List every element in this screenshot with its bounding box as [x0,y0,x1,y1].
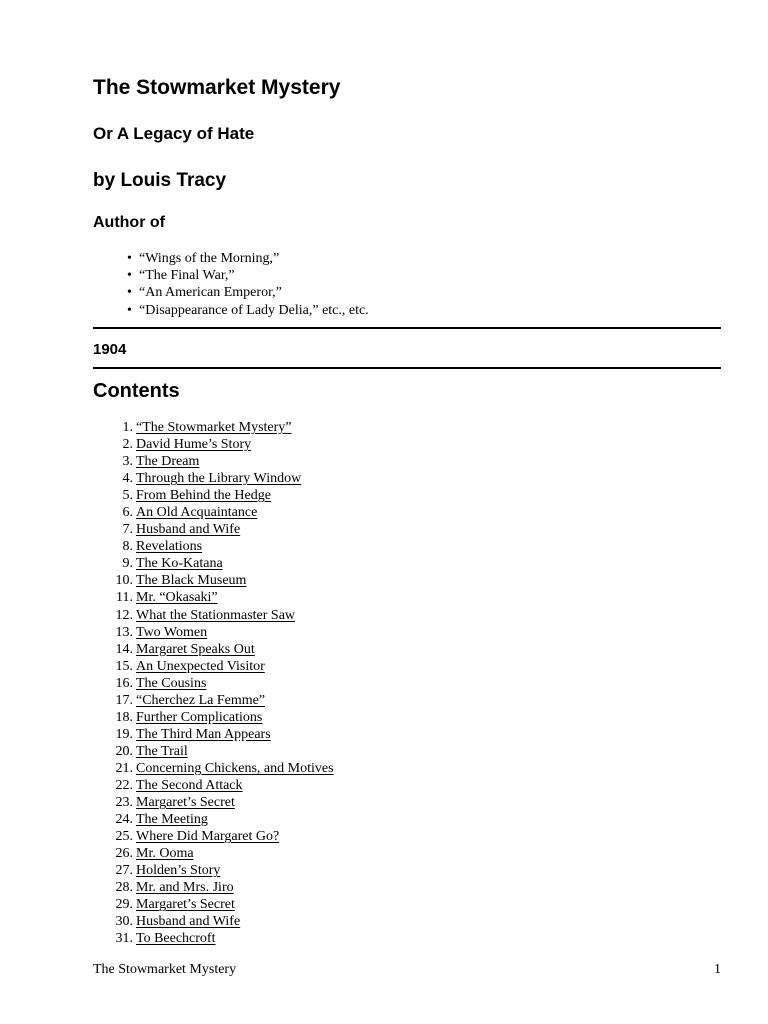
toc-item [93,470,334,487]
toc-number: 16. [115,675,133,691]
toc-number: 5. [122,488,133,504]
toc-item [93,658,334,675]
toc-item [93,521,334,538]
toc-item [93,777,334,794]
toc-link[interactable]: Further Complications [136,709,263,725]
toc-item [93,692,334,709]
toc-item [93,896,334,913]
toc-item [93,538,334,555]
toc-item [93,794,334,811]
footer-running-title: The Stowmarket Mystery [93,962,237,977]
toc-link[interactable]: David Hume’s Story [136,437,252,453]
toc-item [93,589,334,606]
toc-number: 19. [115,726,133,742]
toc-item [93,811,334,828]
toc-number: 2. [122,437,133,453]
other-works-item: • “Wings of the Morning,” [127,250,369,267]
toc-link[interactable]: Revelations [136,539,203,555]
toc-item [93,862,334,879]
toc-item [93,487,334,504]
toc-link[interactable]: Where Did Margaret Go? [136,829,280,845]
table-of-contents [93,419,334,947]
other-works-item: • “An American Emperor,” [127,284,369,301]
toc-number: 9. [122,556,133,572]
toc-item [93,726,334,743]
toc-number: 25. [115,829,133,845]
toc-link[interactable]: The Meeting [136,812,208,828]
toc-number: 26. [115,846,133,862]
author-byline: by Louis Tracy [93,170,227,191]
toc-link[interactable]: The Second Attack [136,777,243,793]
toc-item [93,879,334,896]
toc-link[interactable]: Husband and Wife [136,914,241,930]
toc-item [93,436,334,453]
toc-number: 23. [115,795,133,811]
toc-link[interactable]: From Behind the Hedge [136,488,271,504]
toc-link[interactable]: What the Stationmaster Saw [136,607,296,623]
toc-link[interactable]: “Cherchez La Femme” [136,692,266,708]
toc-item [93,572,334,589]
toc-number: 4. [122,471,133,487]
toc-number: 18. [115,709,133,725]
toc-link[interactable]: Margaret’s Secret [136,897,235,913]
toc-number: 10. [115,573,133,589]
toc-number: 6. [122,505,133,521]
toc-item [93,504,334,521]
toc-item [93,930,334,947]
toc-link[interactable]: Mr. and Mrs. Jiro [136,880,234,896]
toc-link[interactable]: Mr. “Okasaki” [136,590,218,606]
toc-number: 12. [115,607,133,623]
toc-item [93,453,334,470]
toc-link[interactable]: The Ko-Katana [136,556,223,572]
footer-page-number: 1 [714,962,721,977]
toc-item [93,845,334,862]
toc-item [93,760,334,777]
toc-number: 3. [122,454,133,470]
horizontal-rule [93,367,721,369]
toc-link[interactable]: Husband and Wife [136,522,241,538]
toc-number: 27. [115,863,133,879]
toc-number: 29. [115,897,133,913]
horizontal-rule [93,327,721,329]
book-title: The Stowmarket Mystery [93,76,341,99]
toc-number: 28. [115,880,133,896]
toc-link[interactable]: Holden’s Story [136,863,221,879]
toc-link[interactable]: The Black Museum [136,573,247,589]
publication-year: 1904 [93,341,127,358]
contents-heading: Contents [93,380,180,402]
toc-link[interactable]: Concerning Chickens, and Motives [136,760,334,776]
toc-item [93,709,334,726]
toc-link[interactable]: The Dream [136,454,200,470]
toc-number: 15. [115,658,133,674]
toc-number: 24. [115,812,133,828]
toc-number: 11. [116,590,133,606]
toc-item [93,913,334,930]
toc-number: 20. [115,743,133,759]
toc-link[interactable]: The Trail [136,743,188,759]
toc-number: 31. [115,931,133,947]
toc-item [93,607,334,624]
toc-item [93,419,334,436]
toc-number: 17. [115,692,133,708]
toc-link[interactable]: Margaret’s Secret [136,795,235,811]
other-works-list [127,250,369,319]
toc-item [93,624,334,641]
toc-number: 22. [115,777,133,793]
book-subtitle: Or A Legacy of Hate [93,124,255,143]
toc-number: 8. [122,539,133,555]
toc-item [93,828,334,845]
toc-item [93,555,334,572]
toc-link[interactable]: Two Women [136,624,208,640]
toc-link[interactable]: An Old Acquaintance [136,505,258,521]
other-works-item: • “Disappearance of Lady Delia,” etc., etc. [127,302,369,319]
toc-number: 14. [115,641,133,657]
toc-number: 21. [115,760,133,776]
toc-link[interactable]: The Third Man Appears [136,726,271,742]
toc-item [93,743,334,760]
toc-link[interactable]: Through the Library Window [136,471,302,487]
toc-link[interactable]: “The Stowmarket Mystery” [136,420,292,435]
toc-item [93,675,334,692]
other-works-item: • “The Final War,” [127,267,369,284]
toc-link[interactable]: The Cousins [136,675,207,691]
toc-link[interactable]: Margaret Speaks Out [136,641,255,657]
toc-item [93,641,334,658]
toc-number: 7. [122,522,133,538]
toc-link[interactable]: To Beechcroft [136,931,216,947]
toc-link[interactable]: Mr. Ooma [136,846,194,862]
toc-number: 13. [115,624,133,640]
toc-number: 1. [122,420,133,435]
toc-link[interactable]: An Unexpected Visitor [136,658,265,674]
author-of-heading: Author of [93,214,165,231]
toc-number: 30. [115,914,133,930]
